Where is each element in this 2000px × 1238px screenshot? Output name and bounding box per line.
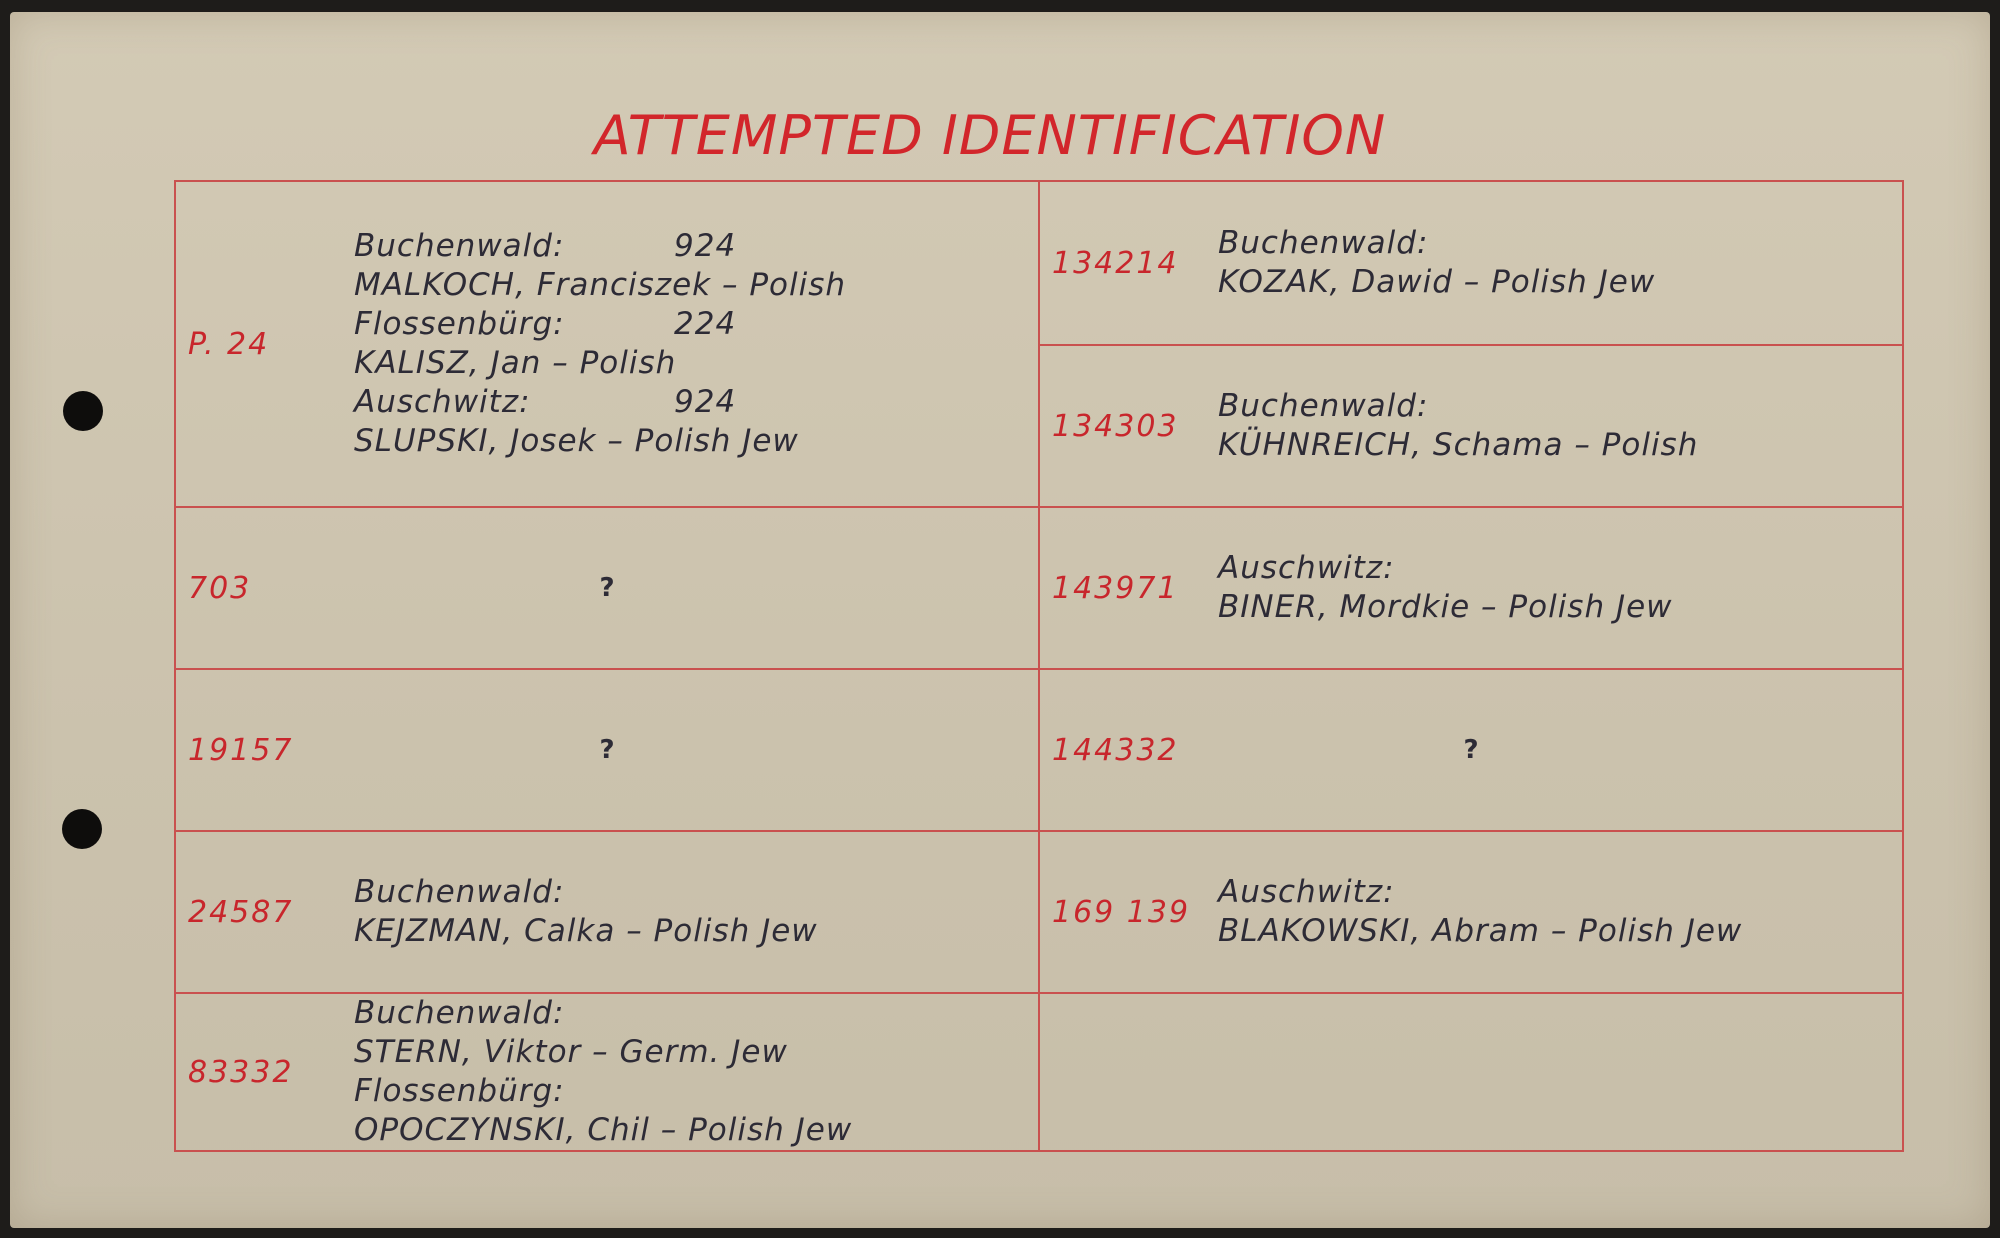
entry-cell (175, 669, 1039, 831)
card-title: ATTEMPTED IDENTIFICATION (593, 104, 1387, 167)
camp-number: 924 (674, 228, 737, 264)
camp-label: Auschwitz: (1218, 550, 1395, 586)
prisoner-number: 83332 (188, 1054, 294, 1090)
camp-label: Flossenbürg: (354, 1073, 565, 1109)
identification-table (174, 180, 1904, 1152)
person-name: BLAKOWSKI, Abram – Polish Jew (1218, 913, 1743, 949)
person-name: KOZAK, Dawid – Polish Jew (1218, 264, 1656, 300)
camp-label: Buchenwald: (354, 995, 565, 1031)
entry-cell (1039, 181, 1903, 345)
person-name: KALISZ, Jan – Polish (354, 345, 677, 381)
entry-text (1218, 873, 1742, 951)
entry-text (354, 873, 818, 951)
table-row (175, 831, 1903, 993)
entry-cell (1039, 345, 1903, 507)
prisoner-number: 134303 (1052, 408, 1179, 444)
prisoner-number: 144332 (1052, 732, 1179, 768)
prisoner-number: 703 (188, 570, 252, 606)
punch-hole-top (63, 391, 103, 431)
prisoner-number: 134214 (1052, 245, 1179, 281)
camp-number: 924 (674, 384, 737, 420)
entry-text (1218, 387, 1698, 465)
prisoner-number: P. 24 (188, 326, 270, 362)
camp-label: Flossenbürg: (354, 306, 565, 342)
camp-number: 224 (674, 306, 737, 342)
camp-label: Buchenwald: (354, 874, 565, 910)
prisoner-number: 19157 (188, 732, 294, 768)
person-name: KEJZMAN, Calka – Polish Jew (354, 913, 818, 949)
person-name: STERN, Viktor – Germ. Jew (354, 1034, 788, 1070)
punch-hole-bottom (62, 809, 102, 849)
entry-cell (175, 993, 1039, 1151)
table-row (175, 507, 1903, 669)
entry-text (1218, 549, 1673, 627)
empty-cell (1039, 993, 1903, 1151)
camp-label: Buchenwald: (1218, 225, 1429, 261)
entry-text (354, 994, 852, 1150)
unknown-mark: ? (599, 735, 615, 765)
camp-label: Buchenwald: (1218, 388, 1429, 424)
entry-cell (1039, 831, 1903, 993)
table-row (175, 181, 1903, 345)
person-name: MALKOCH, Franciszek – Polish (354, 267, 847, 303)
camp-label: Auschwitz: (354, 384, 531, 420)
table-row (175, 993, 1903, 1151)
entry-cell (1039, 669, 1903, 831)
unknown-mark: ? (599, 573, 615, 603)
prisoner-number: 169 139 (1052, 894, 1191, 930)
entry-cell (1039, 507, 1903, 669)
camp-label: Auschwitz: (1218, 874, 1395, 910)
prisoner-number: 143971 (1052, 570, 1179, 606)
unknown-mark: ? (1463, 735, 1479, 765)
entry-cell (175, 831, 1039, 993)
person-name: OPOCZYNSKI, Chil – Polish Jew (354, 1112, 853, 1148)
person-name: KÜHNREICH, Schama – Polish (1218, 427, 1699, 463)
person-name: BINER, Mordkie – Polish Jew (1218, 589, 1673, 625)
table-row (175, 669, 1903, 831)
entry-text (1218, 224, 1655, 302)
camp-label: Buchenwald: (354, 228, 565, 264)
entry-cell (175, 181, 1039, 507)
person-name: SLUPSKI, Josek – Polish Jew (354, 423, 799, 459)
entry-text (354, 227, 846, 461)
prisoner-number: 24587 (188, 894, 294, 930)
entry-cell (175, 507, 1039, 669)
